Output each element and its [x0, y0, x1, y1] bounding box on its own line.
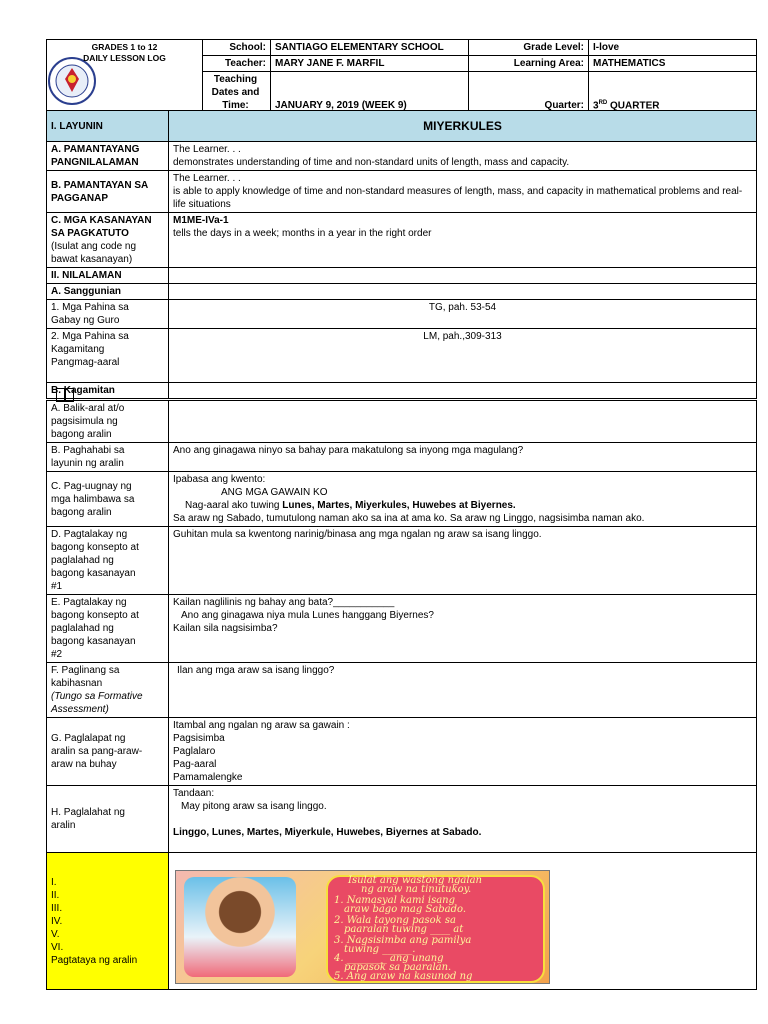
discussion2-q1: Kailan naglilinis ng bahay ang bata?___________	[173, 597, 395, 608]
discussion2-label: E. Pagtalakay ng bagong konsepto at paglalahad ng bagong kasanayan #2	[47, 595, 169, 663]
performance-standard-line2: is able to apply knowledge of time and non-standard measures of length, mass, and capacity in mathematical problems and real-life situations	[173, 186, 743, 210]
school-label: School:	[203, 40, 271, 56]
mastery-label-note: (Tungo sa Formative Assessment)	[51, 691, 143, 715]
review-value	[169, 401, 757, 443]
mastery-label-title: F. Paglinang sa kabihasnan	[51, 665, 120, 689]
generalization-value	[169, 786, 757, 853]
story-title: ANG MGA GAWAIN KO	[221, 487, 328, 498]
review-label: A. Balik-aral at/o pagsisimula ng bagong aralin	[47, 401, 169, 443]
content-standard-line1: The Learner. . .	[173, 144, 241, 155]
story-line2: Sa araw ng Sabado, tumutulong naman ako sa ina at ama ko. Sa araw ng Linggo, nagsisimba naman ako.	[173, 513, 645, 524]
motivation-label: B. Paghahabi sa layunin ng aralin	[47, 443, 169, 472]
generalization-days: Linggo, Lunes, Martes, Miyerkule, Huwebes, Biyernes at Sabado.	[173, 827, 482, 838]
competency-text: tells the days in a week; months in a year in the right order	[173, 228, 432, 239]
performance-standard-value	[169, 171, 757, 213]
teacher-guide-label: 1. Mga Pahina sa Gabay ng Guro	[47, 300, 169, 329]
application-label: G. Paglalapat ng aralin sa pang-araw- araw na buhay	[47, 718, 169, 786]
content-standard-label: A. PAMANTAYANG PANGNILALAMAN	[47, 142, 169, 171]
header-table	[46, 39, 757, 114]
discussion1-value: Guhitan mula sa kwentong narinig/binasa ang mga ngalan ng araw sa isang linggo.	[169, 527, 757, 595]
teacher-label: Teacher:	[203, 56, 271, 72]
objectives-table	[46, 110, 757, 399]
generalization-spacer	[173, 813, 752, 826]
dll-title	[47, 40, 203, 114]
sanggunian-heading: A. Sanggunian	[47, 284, 169, 300]
worksheet-line: 3. Nagsisimba ang pamilya	[334, 935, 472, 946]
application-item: Pamamalengke	[173, 772, 243, 783]
competency-label	[47, 213, 169, 268]
discussion1-label: D. Pagtalakay ng bagong konsepto at paglalahad ng bagong kasanayan #1	[47, 527, 169, 595]
cartoon-girl-illustration	[184, 877, 296, 977]
title-line2: DAILY LESSON LOG	[83, 53, 166, 63]
competency-label-title: C. MGA KASANAYAN SA PAGKATUTO	[51, 215, 152, 239]
teacher-guide-value: TG, pah. 53-54	[169, 300, 757, 329]
kagamitan-heading: B. Kagamitan	[47, 383, 169, 399]
story-line1	[173, 499, 752, 512]
learner-material-label: 2. Mga Pahina sa Kagamitang Pangmag-aaral	[47, 329, 169, 383]
competency-label-note: (Isulat ang code ng bawat kasanayan)	[51, 241, 137, 265]
learner-material-value: LM, pah.,309-313	[169, 329, 757, 383]
application-item: Pagsisimba	[173, 733, 225, 744]
story-line1-text: Nag-aaral ako tuwing	[185, 500, 283, 511]
discussion2-value	[169, 595, 757, 663]
content-standard-value	[169, 142, 757, 171]
quarter-number: 3	[593, 100, 599, 111]
content-standard-line2: demonstrates understanding of time and non-standard units of length, mass and capacity.	[173, 157, 570, 168]
mastery-label	[47, 663, 169, 718]
title-line1: GRADES 1 to 12	[91, 42, 158, 52]
teacher-value: MARY JANE F. MARFIL	[271, 56, 469, 72]
generalization-label: H. Paglalahat ng aralin	[47, 786, 169, 853]
discussion2-q3: Kailan sila nagsisimba?	[173, 623, 278, 634]
motivation-value: Ano ang ginagawa ninyo sa bahay para makatulong sa inyong mga magulang?	[169, 443, 757, 472]
examples-label: C. Pag-uugnay ng mga halimbawa sa bagong aralin	[47, 472, 169, 527]
sanggunian-value	[169, 284, 757, 300]
examples-value	[169, 472, 757, 527]
application-instruction: Itambal ang ngalan ng araw sa gawain :	[173, 720, 350, 731]
grade-value: I-love	[589, 40, 757, 56]
application-value	[169, 718, 757, 786]
worksheet-line: 5. Ang araw na kasunod ng	[334, 971, 473, 982]
area-value: MATHEMATICS	[589, 56, 757, 72]
worksheet-line: araw bago mag Sabado.	[344, 904, 467, 915]
performance-standard-line1: The Learner. . .	[173, 173, 241, 184]
discussion2-q2: Ano ang ginagawa niya mula Lunes hanggang Biyernes?	[181, 610, 434, 621]
quarter-suffix: RD	[598, 99, 608, 106]
evaluation-label: I. II. III. IV. V. VI. Pagtataya ng aralin	[47, 853, 169, 990]
dates-value: JANUARY 9, 2019 (WEEK 9)	[271, 72, 469, 114]
evaluation-worksheet-image	[175, 870, 550, 984]
worksheet-line: 4. ________ ang unang	[334, 953, 444, 964]
worksheet-line: 1. Namasyal kami isang	[334, 895, 456, 906]
quarter-label: Quarter:	[469, 72, 589, 114]
worksheet-line: 2. Wala tayong pasok sa	[334, 915, 456, 926]
worksheet-line: paaralan tuwing ____ at	[344, 924, 464, 935]
story-line1-days: Lunes, Martes, Miyerkules, Huwebes at Biyernes.	[282, 500, 516, 511]
quarter-word: QUARTER	[607, 100, 660, 111]
application-item: Pag-aaral	[173, 759, 217, 770]
mastery-value: Ilan ang mga araw sa isang linggo?	[169, 663, 757, 718]
competency-code: M1ME-IVa-1	[173, 215, 229, 226]
nilalaman-value	[169, 268, 757, 284]
kagamitan-value	[169, 383, 757, 399]
grade-label: Grade Level:	[469, 40, 589, 56]
school-value: SANTIAGO ELEMENTARY SCHOOL	[271, 40, 469, 56]
competency-value	[169, 213, 757, 268]
area-label: Learning Area:	[469, 56, 589, 72]
worksheet-line: Isulat ang wastong ngalan	[348, 875, 482, 886]
layunin-heading: I. LAYUNIN	[47, 111, 169, 142]
generalization-line1: May pitong araw sa isang linggo.	[181, 801, 327, 812]
dates-label: Teaching Dates and Time:	[203, 72, 271, 114]
quarter-value	[589, 72, 757, 114]
nilalaman-heading: II. NILALAMAN	[47, 268, 169, 284]
worksheet-line: ng araw na tinutukoy.	[361, 884, 472, 895]
performance-standard-label: B. PAMANTAYAN SA PAGGANAP	[47, 171, 169, 213]
worksheet-line: papasok sa paaralan.	[344, 962, 452, 973]
story-instruction: Ipabasa ang kwento:	[173, 474, 266, 485]
application-item: Paglalaro	[173, 746, 216, 757]
worksheet-line: tuwing ______.	[344, 944, 416, 955]
day-heading: MIYERKULES	[169, 111, 757, 142]
generalization-remember: Tandaan:	[173, 788, 215, 799]
